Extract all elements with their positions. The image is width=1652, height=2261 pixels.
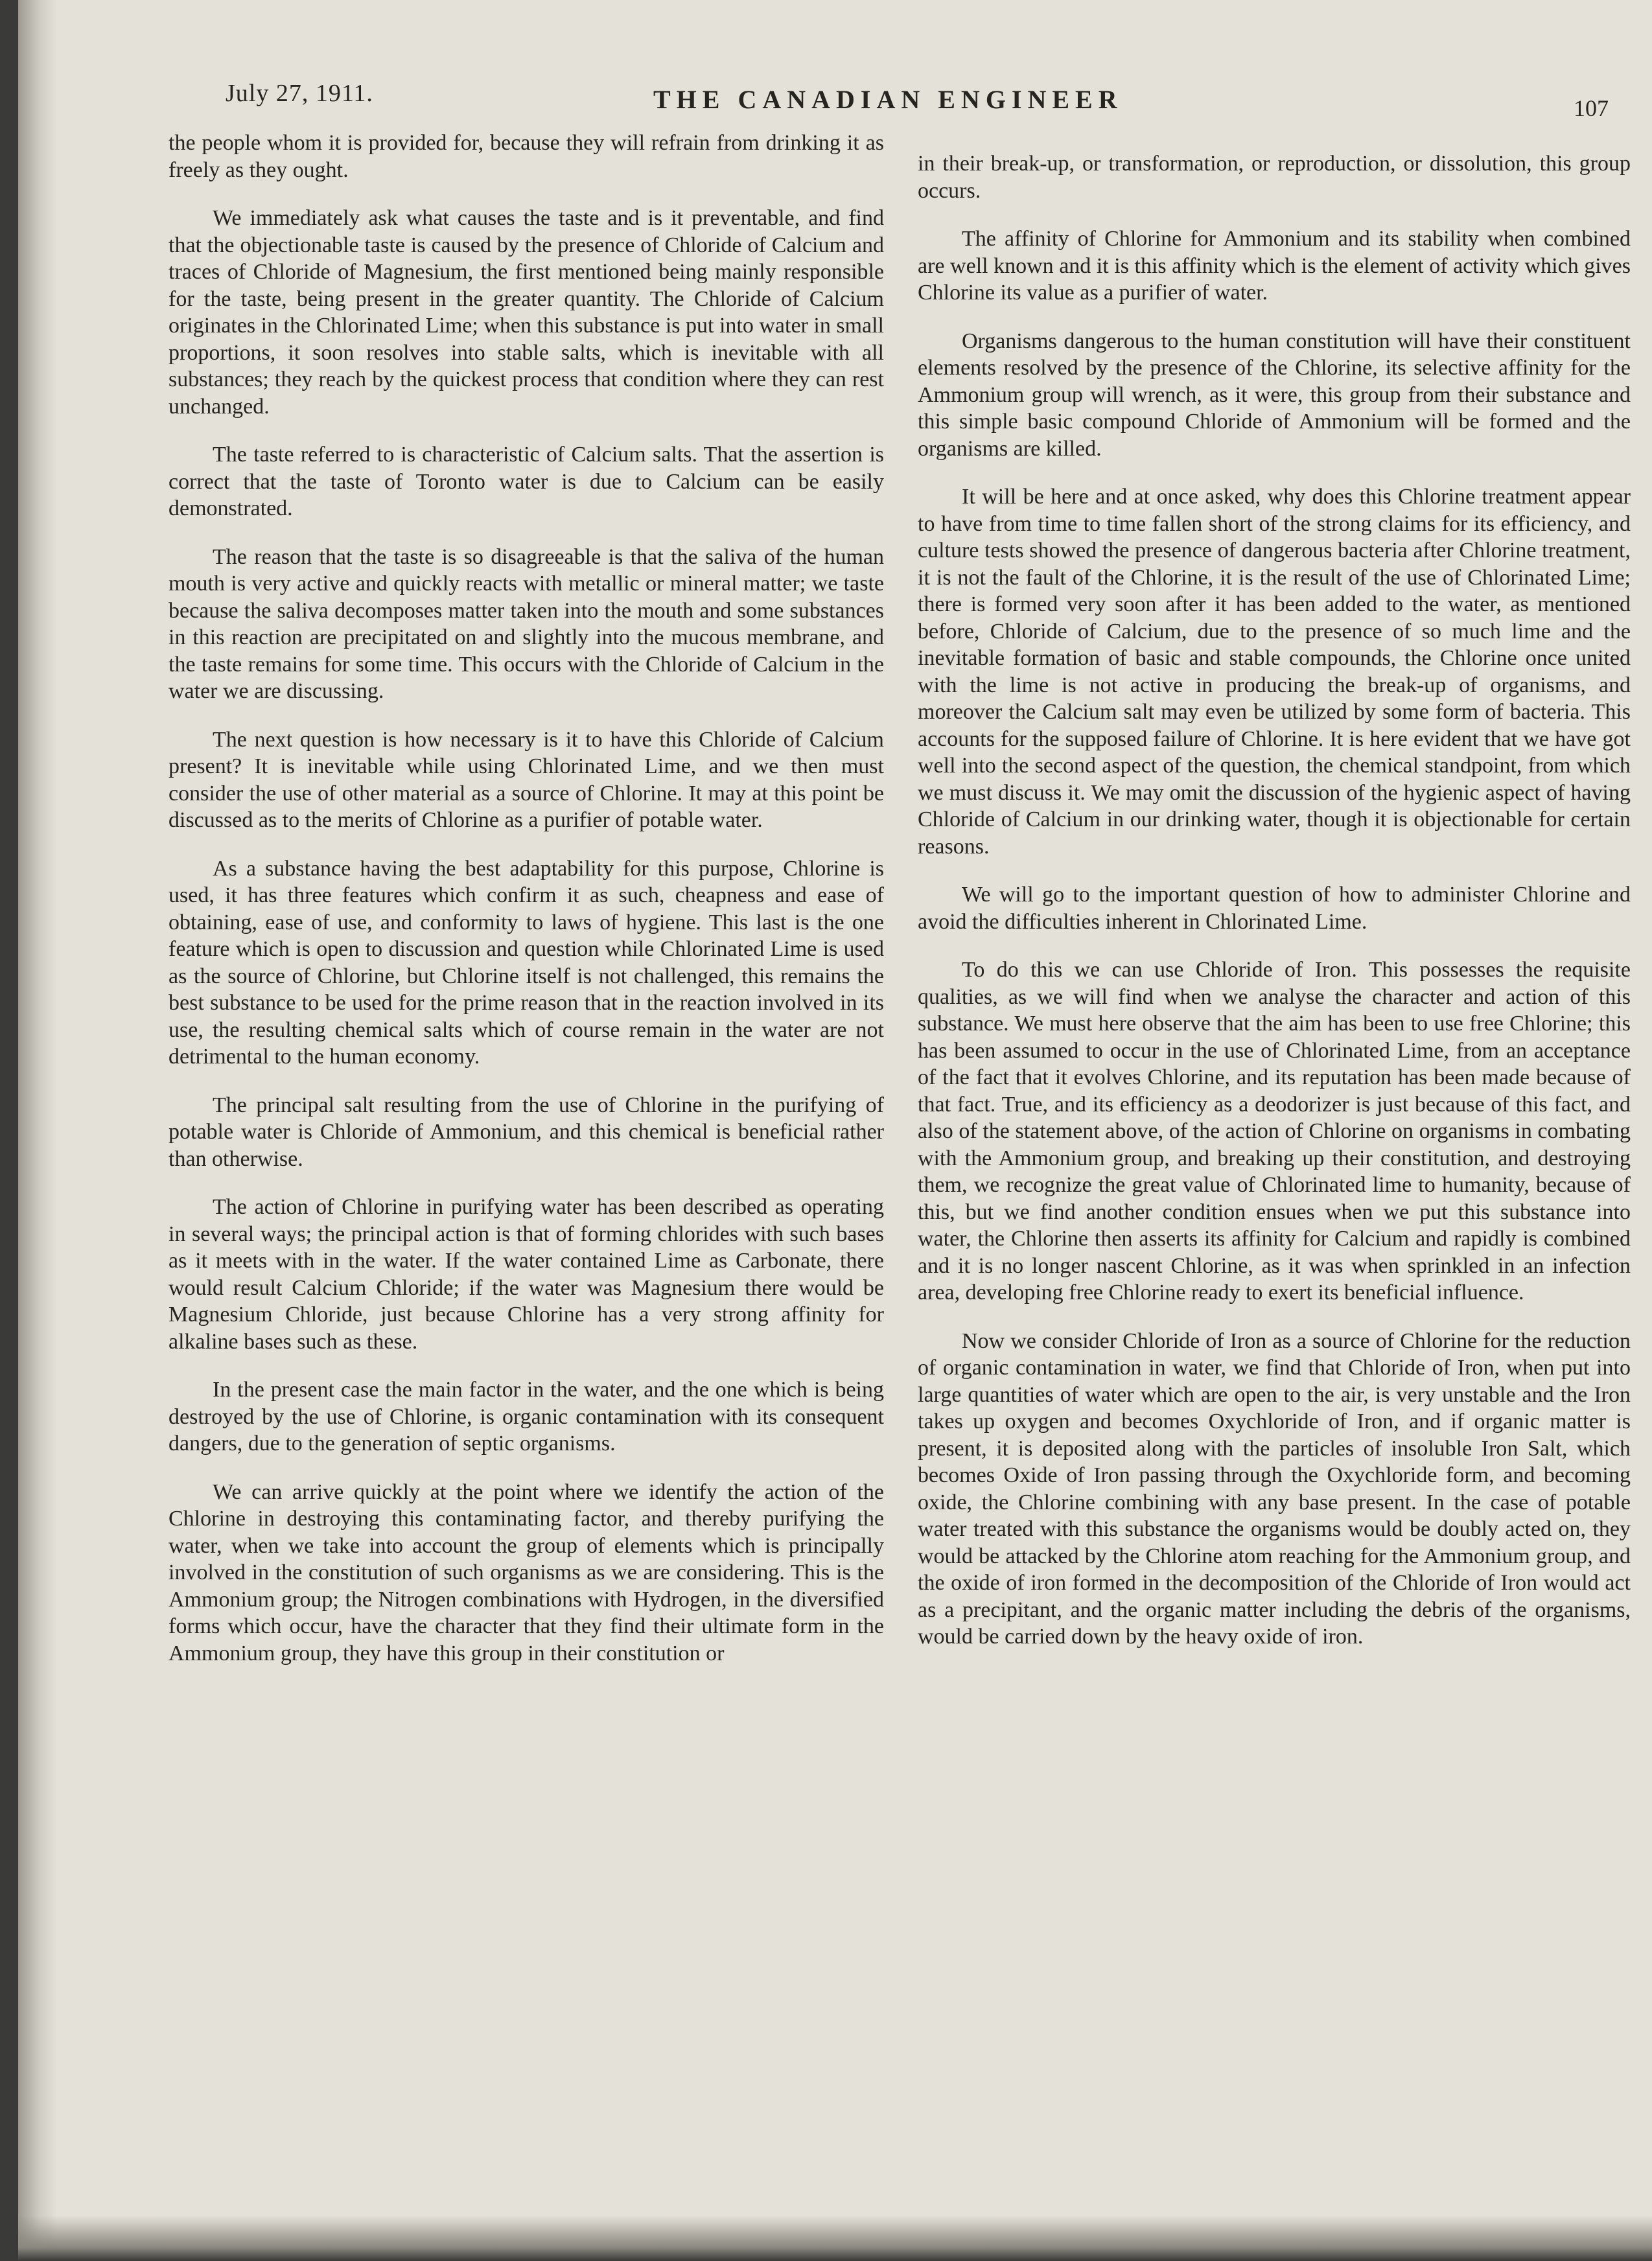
paragraph: We immediately ask what causes the taste and is it preventable, and find that the objectionable taste is caused by the presence of Chloride of Calcium and traces of Chloride of Magnesium, the first mentioned being mainly responsible for the taste, being present in the greater quantity. The Chloride of Calcium originates in the Chlorinated Lime; when this substance is put into water in small proportions, it soon resolves into stable salts, which is inevitable with all substances; they reach by the quickest process that condition where they can rest unchanged. <box>169 206 884 419</box>
paragraph: Now we consider Chloride of Iron as a source of Chlorine for the reduction of organic contamination in water, we find that Chloride of Iron, when put into large quantities of water which are open to the air, is very unstable and the Iron takes up oxygen and becomes Oxychloride of Iron, and if organic matter is present, it is deposited along with the particles of insoluble Iron Salt, which becomes Oxide of Iron passing through the Oxychloride form, and becoming oxide, the Chlorine combining with any base present. In the case of potable water treated with this substance the organisms would be doubly acted on, they would be attacked by the Chlorine atom reaching for the Ammonium group, and the oxide of iron formed in the decomposition of the Chloride of Iron would act as a precipitant, and the organic matter including the debris of the organisms, would be carried down by the heavy oxide of iron. <box>918 1328 1631 1649</box>
page-bottom-edge <box>18 2216 1652 2261</box>
issue-date: July 27, 1911. <box>226 80 373 107</box>
paragraph: In the present case the main factor in the water, and the one which is being destroyed by the use of Chlorine, is organic contamination with its consequent dangers, due to the generation of septic organisms. <box>169 1378 884 1455</box>
paragraph: The affinity of Chlorine for Ammonium and its stability when combined are well known and it is this affinity which is the element of activity which gives Chlorine its value as a purifier of water. <box>918 227 1631 305</box>
running-head <box>226 76 1638 121</box>
paragraph: the people whom it is provided for, because they will refrain from drinking it as freely as they ought. <box>169 131 884 182</box>
paragraph: The principal salt resulting from the use of Chlorine in the purifying of potable water is Chloride of Ammonium, and this chemical is beneficial rather than otherwise. <box>169 1093 884 1171</box>
paragraph: We will go to the important question of how to administer Chlorine and avoid the difficulties inherent in Chlorinated Lime. <box>918 883 1631 934</box>
paragraph: To do this we can use Chloride of Iron. This possesses the requisite qualities, as we will find when we analyse the character and action of this substance. We must here observe that the aim has been to use free Chlorine; this has been assumed to occur in the use of Chlorinated Lime, from an acceptance of the fact that it evolves Chlorine, and its reputation has been made because of that fact. True, and its efficiency as a deodorizer is just because of this fact, and also of the statement above, of the action of Chlorine on organisms in combating with the Ammonium group, and breaking up their constitution, and destroying them, we recognize the great value of Chlorinated lime to humanity, because of this, but we find another condition ensues when we put this substance into water, the Chlorine then asserts its affinity for Calcium and rapidly is combined and it is no longer nascent Chlorine, as it was when sprinkled in an infection area, developing free Chlorine ready to exert its beneficial influence. <box>918 958 1631 1304</box>
paragraph: As a substance having the best adaptability for this purpose, Chlorine is used, it has three features which confirm it as such, cheapness and ease of obtaining, ease of use, and conformity to laws of hygiene. This last is the one feature which is open to discussion and question while Chlorinated Lime is used as the source of Chlorine, but Chlorine itself is not challenged, this remains the best substance to be used for the prime reason that in the reaction involved in its use, the resulting chemical salts which of course remain in the water are not detrimental to the human economy. <box>169 856 884 1069</box>
page-number: 107 <box>1574 95 1609 121</box>
paragraph: The next question is how necessary is it to have this Chloride of Calcium present? It is inevitable while using Chlorinated Lime, and we then must consider the use of other material as a source of Chlorine. It may at this point be discussed as to the merits of Chlorine as a purifier of potable water. <box>169 727 884 832</box>
paragraph: We can arrive quickly at the point where we identify the action of the Chlorine in destroying this contaminating factor, and thereby purifying the water, when we take into account the group of elements which is principally involved in the constitution of such organisms as we are considering. This is the Ammonium group; the Nitrogen combinations with Hydrogen, in the diversified forms which occur, have the character that they find their ultimate form in the Ammonium group, they have this group in their constitution or <box>169 1479 884 1665</box>
paragraph: in their break-up, or transformation, or reproduction, or dissolution, this group occurs. <box>918 152 1631 203</box>
journal-title: THE CANADIAN ENGINEER <box>653 85 1123 114</box>
paragraph: It will be here and at once asked, why does this Chlorine treatment appear to have from time to time fallen short of the strong claims for its efficiency, and culture tests showed the presence of dangerous bacteria after Chlorine treatment, it is not the fault of the Chlorine, it is the result of the use of Chlorinated Lime; there is formed very soon after it has been added to the water, as mentioned before, Chloride of Calcium, due to the presence of so much lime and the inevitable formation of basic and stable compounds, the Chlorine once united with the lime is not active in producing the break-up of organisms, and moreover the Calcium salt may even be utilized by some form of bacteria. This accounts for the supposed failure of Chlorine. It is here evident that we have got well into the second aspect of the question, the chemical standpoint, from which we must discuss it. We may omit the discussion of the hygienic aspect of having Chloride of Calcium in our drinking water, though it is objectionable for certain reasons. <box>918 485 1631 859</box>
right-column <box>918 150 1631 1672</box>
paragraph: The reason that the taste is so disagreeable is that the saliva of the human mouth is very active and quickly reacts with metallic or mineral matter; we taste because the saliva decomposes matter taken into the mouth and some substances in this reaction are precipitated on and slightly into the mucous membrane, and the taste remains for some time. This occurs with the Chloride of Calcium in the water we are discussing. <box>169 544 884 703</box>
paragraph: The taste referred to is characteristic of Calcium salts. That the assertion is correct that the taste of Toronto water is due to Calcium can be easily demonstrated. <box>169 443 884 520</box>
paragraph: Organisms dangerous to the human constitution will have their constituent elements resolved by the presence of the Chlorine, its selective affinity for the Ammonium group will wrench, as it were, this group from their substance and this simple basic compound Chloride of Ammonium will be formed and the organisms are killed. <box>918 329 1631 461</box>
binding-gutter <box>18 0 57 2261</box>
paragraph: The action of Chlorine in purifying water has been described as operating in several ways; the principal action is that of forming chlorides with such bases as it meets with in the water. If the water contained Lime as Carbonate, there would result Calcium Chloride; if the water was Magnesium there would be Magnesium Chloride, just because Chlorine has a very strong affinity for alkaline bases such as these. <box>169 1195 884 1354</box>
journal-page <box>18 0 1652 2261</box>
left-column <box>169 130 884 1688</box>
